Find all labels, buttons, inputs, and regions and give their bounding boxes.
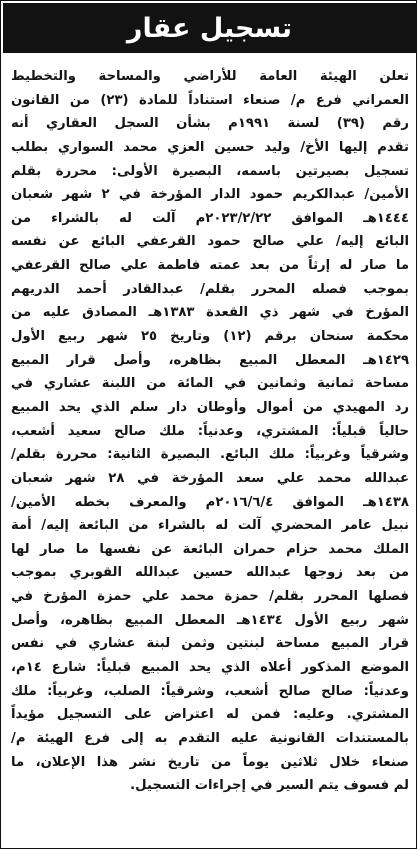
notice-line-14: مساحة ثمانية وثمانين في المائة من اللبنة عشاري في (11, 376, 409, 392)
notice-title: تسجيل عقار (126, 12, 293, 44)
notice-line-29: بالمستندات القانونية عليه التقدم به إلى فرع الهيئة م/ (11, 730, 409, 746)
notice-line-15: رد المهيدي من أموال وأوطان دار سلم الذي يحد المبيع (11, 399, 409, 415)
notice-line-31: لم فسوف يتم السير في إجراءات التسجيل. (130, 778, 409, 794)
notice-line-25: قرار المبيع مساحة لبنتين وثمن لبنة عشاري في نفس (11, 636, 409, 652)
notice-line-3: رقم (٣٩) لسنة ١٩٩١م بشأن السجل العقاري أنه (11, 116, 409, 132)
notice-line-28: المشتري. وعليه: فمن له اعتراض على التسجيل مؤيداً (11, 707, 409, 723)
notice-line-4: تقدم إليها الأخ/ وليد حسين العزي محمد السواري بطلب (11, 139, 409, 155)
notice-line-11: المؤرخ في شهر ذي القعدة ١٣٨٣هـ المصادق عليه من (11, 305, 409, 321)
notice-line-16: حالياً قبلياً: المشتري، وعدنياً: ملك صالح سعيد أشعب، (11, 423, 409, 439)
notice-line-23: فصلها المحرر بقلم/ حمزة محمد علي حمزة المؤرخ في (11, 589, 409, 605)
notice-line-26: الموضع المذكور أعلاه الذي يحد المبيع قبلياً: شارع ١٤م، (11, 660, 409, 676)
notice-line-2: العمراني فرع م/ صنعاء استناداً للمادة (٢٣) من القانون (11, 92, 409, 108)
notice-line-24: شهر ربيع الأول ١٤٣٤هـ المعطل المبيع بظاهره، وأصل (11, 612, 409, 628)
notice-line-8: البائع إليه/ علي صالح حمود القرعفي البائع عن نفسه (11, 234, 409, 250)
notice-line-5: تسجيل بصيرتين باسمه، البصيرة الأولى: محررة بقلم (11, 163, 409, 179)
notice-line-12: محكمة سنحان برقم (١٢) وتاريخ ٢٥ شهر ربيع الأول (11, 329, 409, 345)
notice-line-22: من بعد زوجها عبدالله حسين عبدالله القوبري بموجب (11, 565, 409, 581)
notice-line-19: ١٤٣٨هـ الموافق ٢٠١٦/٦/٤م والمعرف بخطه الأمين/ (11, 494, 409, 510)
notice-line-7: ١٤٤٤هـ الموافق ٢٠٢٣/٢/٢٢م آلت له بالشراء من (11, 210, 409, 226)
notice-line-17: وشرقياً وغربياً: ملك البائع. البصيرة الثانية: محررة بقلم/ (11, 447, 409, 463)
notice-line-1: تعلن الهيئة العامة للأراضي والمساحة والتخطيط (11, 69, 409, 84)
notice-line-10: بموجب فصله المحرر بقلم/ عبدالقادر أحمد الدريهم (11, 281, 409, 297)
notice-line-21: الملك محمد حزام حمران البائعة عن نفسها ما صار لها (11, 541, 409, 557)
notice-line-9: ما صار له إرثاً من بعد عمته فاطمة علي صالح القرعفي (11, 258, 409, 274)
notice-line-30: صنعاء خلال ثلاثين يوماً من تاريخ نشر هذا الإعلان، ما (11, 754, 409, 770)
notice-line-20: نبيل عامر المحضري آلت له بالشراء من البائعة إليه/ أمة (11, 518, 409, 534)
notice-line-27: وعدنياً: صالح صالح أشعب، وشرقياً: الصلب، وغربياً: ملك (11, 683, 409, 699)
notice-line-18: عبدالله محمد علي سعد المؤرخة في ٢٨ شهر شعبان (11, 470, 409, 486)
notice-line-6: الأمين/ عبدالكريم حمود الدار المؤرخة في ٢ شهر شعبان (11, 187, 409, 203)
notice-line-13: ١٤٢٩هـ المعطل المبيع بظاهره، وأصل قرار المبيع (11, 352, 409, 368)
notice-body (11, 65, 409, 798)
notice-header (3, 3, 416, 53)
